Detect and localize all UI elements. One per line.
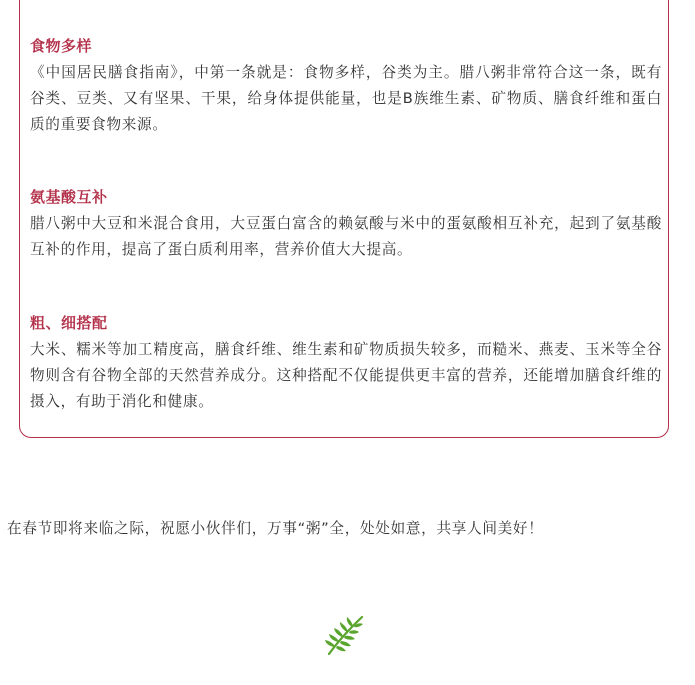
section-amino-acid [30, 187, 662, 263]
section-food-diversity [30, 36, 662, 138]
section-body: 《中国居民膳食指南》，中第一条就是：食物多样，谷类为主。腊八粥非常符合这一条，既有谷类、豆类、又有坚果、干果，给身体提供能量，也是B族维生素、矿物质、膳食纤维和蛋白质的重要食物来源。 [30, 64, 662, 133]
section-body: 腊八粥中大豆和米混合食用，大豆蛋白富含的赖氨酸与米中的蛋氨酸相互补充，起到了氨基酸互补的作用，提高了蛋白质利用率，营养价值大大提高。 [30, 215, 662, 258]
section-title: 食物多样 [30, 37, 93, 55]
section-title: 氨基酸互补 [30, 188, 108, 206]
leaf-icon [322, 612, 368, 658]
section-grain-mix [30, 313, 662, 415]
section-title: 粗、细搭配 [30, 314, 108, 332]
section-body: 大米、糯米等加工精度高，膳食纤维、维生素和矿物质损失较多，而糙米、燕麦、玉米等全谷物则含有谷物全部的天然营养成分。这种搭配不仅能提供更丰富的营养，还能增加膳食纤维的摄入，有助于消化和健康。 [30, 341, 662, 410]
closing-greeting: 在春节即将来临之际，祝愿小伙伴们，万事“粥”全，处处如意，共享人间美好！ [7, 520, 544, 537]
